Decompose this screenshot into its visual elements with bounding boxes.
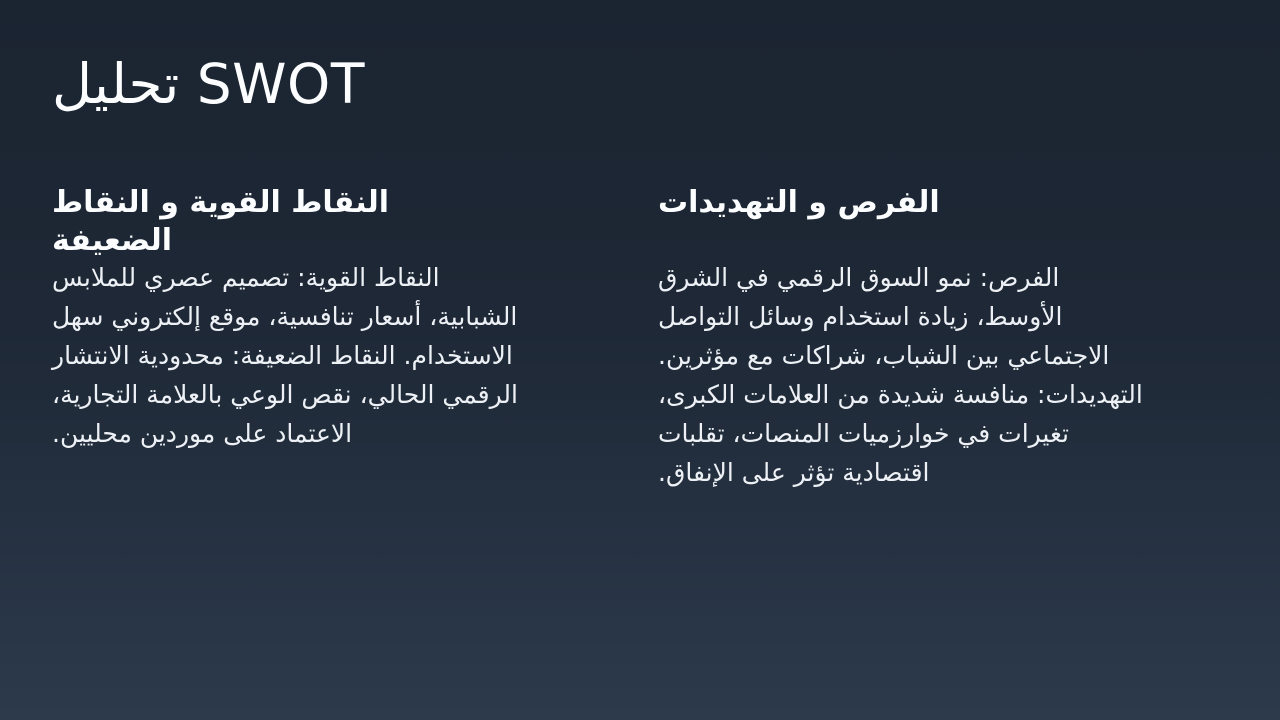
opportunities-threats-text: الفرص: نمو السوق الرقمي في الشرق الأوسط، زيادة استخدام وسائل التواصل الاجتماعي بين الشباب، شراكات مع مؤثرين. التهديدات: منافسة شديدة من العلامات الكبرى، تغيرات في خوارزميات المنصات، تقلبات اقتصادية تؤثر على الإنفاق.	[658, 263, 1143, 487]
opportunities-threats-column	[658, 184, 1150, 487]
opportunities-threats-heading: الفرص و التهديدات	[658, 185, 940, 220]
strengths-weaknesses-text: النقاط القوية: تصميم عصري للملابس الشبابية، أسعار تنافسية، موقع إلكتروني سهل الاستخدام. النقاط الضعيفة: محدودية الانتشار الرقمي الحالي، نقص الوعي بالعلامة التجارية، الاعتماد على موردين محليين.	[52, 263, 518, 448]
strengths-weaknesses-column	[52, 184, 524, 448]
slide-title: تحليل SWOT	[52, 52, 365, 116]
strengths-weaknesses-heading: النقاط القوية و النقاط الضعيفة	[52, 185, 390, 258]
